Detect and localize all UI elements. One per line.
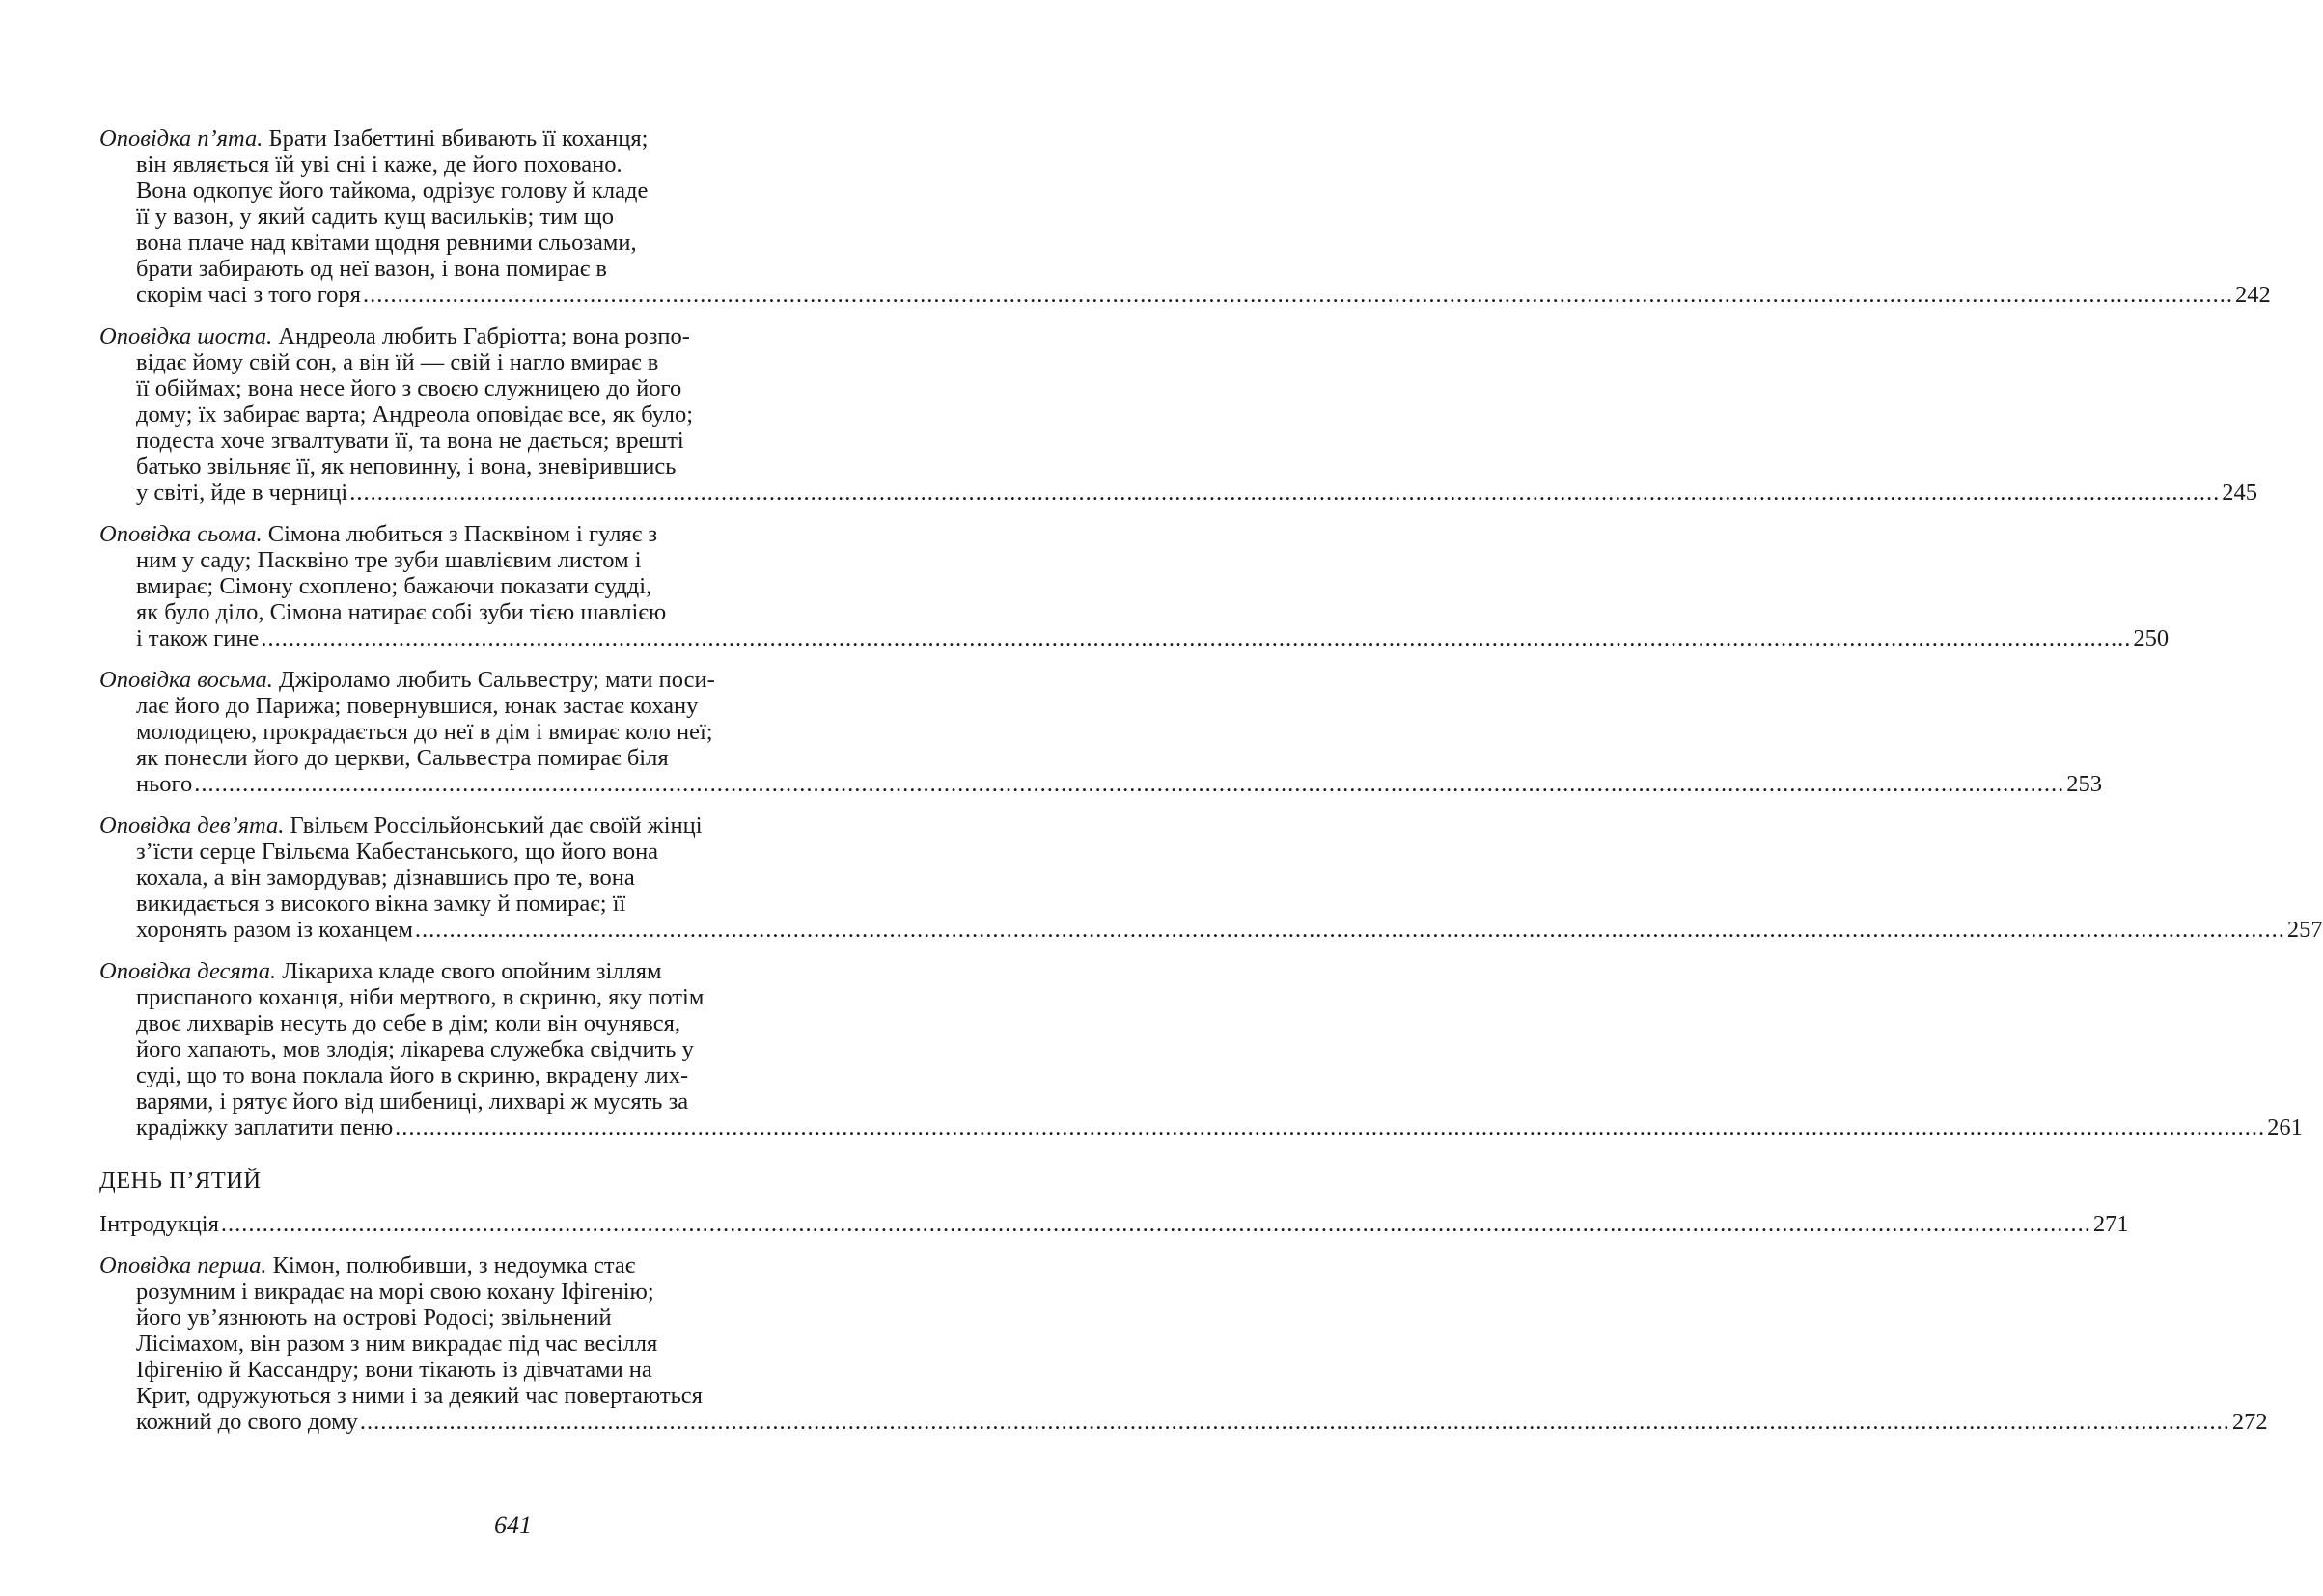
entry-text: скорім часі з того горя bbox=[136, 282, 361, 308]
entry-text: Гвільєм Россільйонський дає своїй жінці bbox=[290, 812, 703, 839]
entry-text: Сімона любиться з Пасквіном і гуляє з bbox=[267, 521, 658, 547]
entry-text: нього bbox=[136, 771, 193, 797]
toc-entry-10 bbox=[99, 958, 2303, 1141]
entry-text: Іфігенію й Кассандру; вони тікають із дівчатами на bbox=[136, 1357, 652, 1383]
toc-entry-6 bbox=[99, 323, 2257, 506]
toc-entry-7 bbox=[99, 521, 2170, 651]
entry-text: молодицею, прокрадається до неї в дім і вмирає коло неї; bbox=[136, 719, 713, 745]
entry-title: Оповідка п’ята. bbox=[99, 125, 263, 151]
table-of-contents bbox=[99, 125, 2323, 1450]
page-number: 257 bbox=[2286, 917, 2323, 943]
entry-text: як понесли його до церкви, Сальвестра помирає біля bbox=[136, 745, 669, 771]
entry-text: відає йому свій сон, а він їй — свій і нагло вмирає в bbox=[136, 349, 659, 375]
entry-text: Вона одкопує його тайкома, одрізує голову й кладе bbox=[136, 178, 649, 204]
dot-leader bbox=[363, 282, 2233, 308]
entry-text: вона плаче над квітами щодня ревними сльозами, bbox=[136, 230, 637, 256]
page-number: 272 bbox=[2231, 1409, 2268, 1435]
entry-text: приспаного коханця, ніби мертвого, в скриню, яку потім bbox=[136, 984, 705, 1010]
entry-text: Крит, одружуються з ними і за деякий час повертаються bbox=[136, 1383, 703, 1409]
entry-title: Оповідка дев’ята. bbox=[99, 812, 285, 839]
dot-leader bbox=[349, 480, 2220, 506]
dot-leader bbox=[194, 771, 2064, 797]
page-number: 271 bbox=[2092, 1211, 2129, 1237]
entry-text: кохала, а він замордував; дізнавшись про те, вона bbox=[136, 865, 635, 891]
entry-text: подеста хоче згвалтувати її, та вона не дається; врешті bbox=[136, 427, 684, 454]
page-number: 250 bbox=[2133, 625, 2170, 651]
entry-title: Оповідка шоста. bbox=[99, 323, 273, 349]
page-folio: 641 bbox=[494, 1511, 532, 1539]
entry-text: і також гине bbox=[136, 625, 260, 651]
entry-text: кожний до свого дому bbox=[136, 1409, 358, 1435]
dot-leader bbox=[261, 625, 2131, 651]
entry-text: Брати Ізабеттині вбивають її коханця; bbox=[268, 125, 649, 151]
page-number: 242 bbox=[2234, 282, 2271, 308]
page-number: 261 bbox=[2267, 1114, 2303, 1141]
entry-text: варями, і рятує його від шибениці, лихварі ж мусять за bbox=[136, 1088, 689, 1114]
entry-text: її у вазон, у який садить кущ васильків; тим що bbox=[136, 204, 614, 230]
entry-text: розумним і викрадає на морі свою кохану Іфігенію; bbox=[136, 1279, 654, 1305]
entry-text: дому; їх забирає варта; Андреола оповідає все, як було; bbox=[136, 401, 694, 427]
entry-text: Інтродукція bbox=[99, 1211, 219, 1237]
toc-entry-intro bbox=[99, 1211, 2129, 1237]
page-number: 245 bbox=[2222, 480, 2257, 506]
entry-text: Джіроламо любить Сальвестру; мати поси- bbox=[278, 667, 715, 693]
toc-entry-5 bbox=[99, 125, 2271, 308]
dot-leader bbox=[395, 1114, 2265, 1141]
entry-text: Лісімахом, він разом з ним викрадає під час весілля bbox=[136, 1331, 658, 1357]
entry-text: ним у саду; Пасквіно тре зуби шавлієвим листом і bbox=[136, 547, 642, 573]
entry-text: як було діло, Сімона натирає собі зуби тією шавлією bbox=[136, 599, 667, 625]
entry-text: хоронять разом із коханцем bbox=[136, 917, 413, 943]
entry-text: його хапають, мов злодія; лікарева служебка свідчить у bbox=[136, 1036, 694, 1062]
entry-text: вмирає; Сімону схоплено; бажаючи показати судді, bbox=[136, 573, 652, 599]
entry-text: з’їсти серце Гвільєма Кабестанського, що його вона bbox=[136, 839, 659, 865]
entry-text: батько звільняє її, як неповинну, і вона, зневірившись bbox=[136, 454, 677, 480]
page-number: 253 bbox=[2066, 771, 2102, 797]
dot-leader bbox=[415, 917, 2285, 943]
entry-text: лає його до Парижа; повернувшися, юнак застає кохану bbox=[136, 693, 699, 719]
entry-text: двоє лихварів несуть до себе в дім; коли він очунявся, bbox=[136, 1010, 680, 1036]
entry-title: Оповідка перша. bbox=[99, 1252, 267, 1279]
entry-text: він являється їй уві сні і каже, де його поховано. bbox=[136, 151, 622, 178]
entry-text: його ув’язнюють на острові Родосі; звільнений bbox=[136, 1305, 612, 1331]
section-heading: ДЕНЬ П’ЯТИЙ bbox=[99, 1168, 262, 1194]
entry-text: Лікариха кладе свого опойним зіллям bbox=[282, 958, 662, 984]
entry-text: брати забирають од неї вазон, і вона помирає в bbox=[136, 256, 607, 282]
toc-entry-9 bbox=[99, 812, 2323, 943]
toc-entry-day5-1 bbox=[99, 1252, 2268, 1435]
dot-leader bbox=[221, 1211, 2091, 1237]
entry-text: її обіймах; вона несе його з своєю служницею до його bbox=[136, 375, 682, 401]
entry-text: крадіжку заплатити пеню bbox=[136, 1114, 394, 1141]
entry-text: Андреола любить Габріотта; вона розпо- bbox=[278, 323, 690, 349]
entry-title: Оповідка восьма. bbox=[99, 667, 273, 693]
entry-text: Кімон, полюбивши, з недоумка стає bbox=[272, 1252, 636, 1279]
entry-text: викидається з високого вікна замку й помирає; її bbox=[136, 891, 626, 917]
entry-title: Оповідка сьома. bbox=[99, 521, 263, 547]
entry-title: Оповідка десята. bbox=[99, 958, 277, 984]
toc-entry-8 bbox=[99, 667, 2102, 797]
entry-text: у світі, йде в черниці bbox=[136, 480, 348, 506]
entry-text: суді, що то вона поклала його в скриню, вкрадену лих- bbox=[136, 1062, 689, 1088]
dot-leader bbox=[360, 1409, 2230, 1435]
